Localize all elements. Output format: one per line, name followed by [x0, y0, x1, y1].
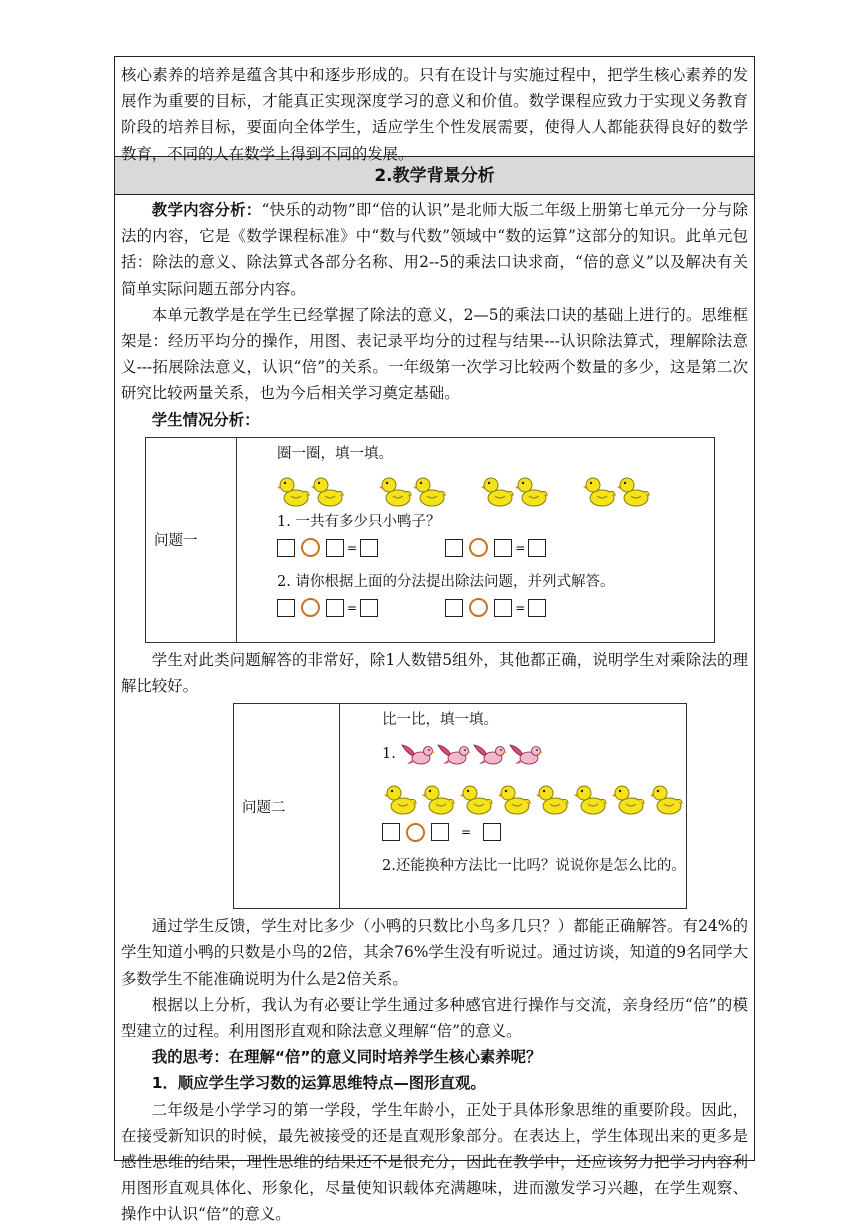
- equals-sign: =: [461, 825, 472, 840]
- blank-box[interactable]: [494, 539, 512, 557]
- analysis-conclusion-paragraph: 根据以上分析，我认为有必要让学生通过多种感官进行操作与交流，亲身经历“倍”的模型建立的过程。利用图形直观和除法意义理解“倍”的意义。: [121, 995, 748, 1041]
- operator-circle[interactable]: [406, 823, 425, 842]
- bird-row: [382, 734, 686, 774]
- duck-icon: [413, 474, 447, 508]
- student-analysis-label: 学生情况分析：: [151, 410, 260, 429]
- duck-row: [277, 468, 714, 508]
- analysis-row: [115, 195, 754, 1228]
- question-one-item1: 1. 一共有多少只小鸭子？: [277, 513, 441, 530]
- duck-icon: [534, 782, 572, 816]
- duck-icon: [458, 782, 496, 816]
- equals-sign: =: [515, 600, 526, 615]
- after-question-two-paragraph: 通过学生反馈，学生对比多少（小鸭的只数比小鸟多几只？）都能正确解答。有24%的学生知道小鸭的只数是小鸟的2倍，其余76%学生没有听说过。通过访谈，知道的9名同学大多数学生不能准确说明为什么是2倍关系。: [121, 917, 748, 988]
- blank-box[interactable]: [277, 599, 295, 617]
- blank-box[interactable]: [528, 539, 546, 557]
- duck-icon: [648, 782, 686, 816]
- duck-icon: [311, 474, 345, 508]
- blank-box[interactable]: [431, 823, 449, 841]
- blank-box[interactable]: [445, 539, 463, 557]
- blank-box[interactable]: [326, 539, 344, 557]
- question-one-body: [237, 438, 714, 642]
- equation-row-compare: [382, 820, 686, 844]
- operator-circle[interactable]: [301, 538, 320, 557]
- question-one-item2: 2. 请你根据上面的分法提出除法问题，并列式解答。: [277, 573, 615, 590]
- operator-circle[interactable]: [469, 598, 488, 617]
- equals-sign: =: [515, 540, 526, 555]
- blank-box[interactable]: [483, 823, 501, 841]
- bird-icon: [472, 739, 508, 769]
- blank-box[interactable]: [382, 823, 400, 841]
- question-two-body: [340, 704, 686, 908]
- equation-row-2: [277, 596, 714, 620]
- blank-box[interactable]: [326, 599, 344, 617]
- duck-icon: [617, 474, 651, 508]
- question-two-box: [233, 703, 687, 909]
- blank-box[interactable]: [528, 599, 546, 617]
- equals-sign: =: [347, 540, 358, 555]
- blank-box[interactable]: [445, 599, 463, 617]
- question-one-box: [145, 437, 715, 643]
- section-heading: 2.教学背景分析: [115, 157, 754, 195]
- duck-icon: [610, 782, 648, 816]
- blank-box[interactable]: [360, 599, 378, 617]
- question-two-label: 问题二: [234, 704, 340, 908]
- after-question-one-paragraph: 学生对此类问题解答的非常好，除1人数错5组外，其他都正确，说明学生对乘除法的理解比较好。: [121, 650, 748, 696]
- bird-icon: [400, 739, 436, 769]
- question-one-label: 问题一: [146, 438, 237, 642]
- equals-sign: =: [347, 600, 358, 615]
- duck-icon: [496, 782, 534, 816]
- bird-icon: [436, 739, 472, 769]
- question-one-title: 圈一圈，填一填。: [277, 445, 393, 462]
- duck-icon: [277, 474, 311, 508]
- blank-box[interactable]: [360, 539, 378, 557]
- question-two-title: 比一比，填一填。: [382, 712, 498, 729]
- duck-icon: [382, 782, 420, 816]
- blank-box[interactable]: [277, 539, 295, 557]
- intro-paragraph: 核心素养的培养是蕴含其中和逐步形成的。只有在设计与实施过程中，把学生核心素养的发展作为重要的目标，才能真正实现深度学习的意义和价值。数学课程应致力于实现义务教育阶段的培养目标，要面向全体学生，适应学生个性发展需要，使得人人都能获得良好的数学教育，不同的人在数学上得到不同的发展。: [121, 66, 748, 163]
- content-analysis-text: “快乐的动物”即“倍的认识”是北师大版二年级上册第七单元分一分与除法的内容，它是《数学课程标准》中“数与代数”领域中“数的运算”这部分的知识。此单元包括：除法的意义、除法算式各部分名称、用2--5的乘法口诀求商，“倍的意义”以及解决有关简单实际问题五部分内容。: [121, 201, 748, 298]
- duck-icon: [515, 474, 549, 508]
- equation-row-1: [277, 536, 714, 560]
- question-two-item1: 1.: [382, 746, 396, 763]
- duck-row-compare: [382, 776, 686, 816]
- framework-paragraph: 本单元教学是在学生已经掌握了除法的意义，2—5的乘法口诀的基础上进行的。思维框架是：经历平均分的操作，用图、表记录平均分的过程与结果---认识除法算式，理解除法意义---拓展除法意义，认识“倍”的关系。一年级第一次学习比较两个数量的多少，这是第二次研究比较两量关系，也为今后相关学习奠定基础。: [121, 305, 748, 403]
- duck-icon: [481, 474, 515, 508]
- duck-icon: [379, 474, 413, 508]
- content-analysis-paragraph: [121, 197, 748, 302]
- content-analysis-label: 教学内容分析：: [151, 201, 262, 219]
- final-paragraph: 二年级是小学学习的第一学段，学生年龄小，正处于具体形象思维的重要阶段。因此，在接受新知识的时候，最先被接受的还是直观形象部分。在表达上，学生体现出来的更多是感性思维的结果，理性思维的结果还不是很充分，因此在教学中，还应该努力把学习内容利用图形直观具体化、形象化，尽量使知识载体充满趣味，进而激发学习兴趣，在学生观察、操作中认识“倍”的意义。: [121, 1100, 748, 1224]
- my-thinking-heading: 我的思考：在理解“倍”的意义同时培养学生核心素养呢？: [151, 1048, 542, 1067]
- blank-box[interactable]: [494, 599, 512, 617]
- point-one-heading: 1．顺应学生学习数的运算思维特点—图形直观。: [151, 1074, 486, 1093]
- duck-icon: [572, 782, 610, 816]
- bird-icon: [508, 739, 544, 769]
- operator-circle[interactable]: [469, 538, 488, 557]
- operator-circle[interactable]: [301, 598, 320, 617]
- intro-row: [115, 57, 754, 163]
- document-table: [114, 56, 755, 1224]
- duck-icon: [583, 474, 617, 508]
- duck-icon: [420, 782, 458, 816]
- question-two-item2: 2.还能换种方法比一比吗？说说你是怎么比的。: [382, 858, 686, 875]
